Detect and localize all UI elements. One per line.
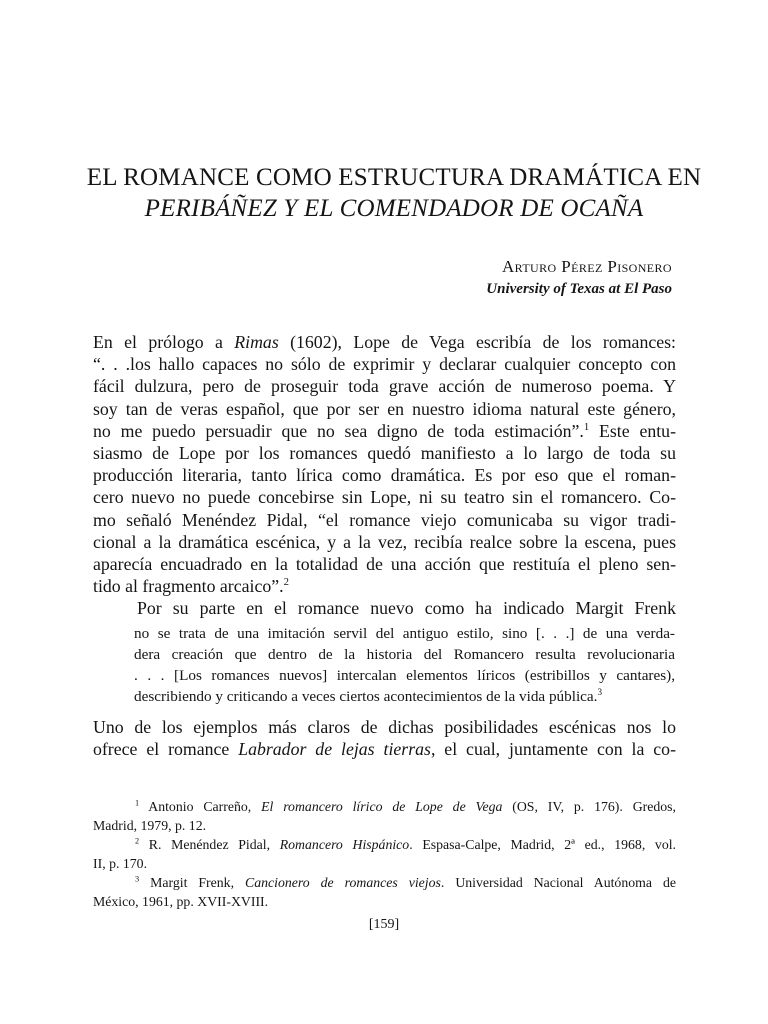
title-line-2: PERIBÁÑEZ Y EL COMENDADOR DE OCAÑA: [144, 195, 644, 222]
text-span: (OS, IV, p. 176). Gredos,: [502, 799, 676, 814]
footnote-line: [93, 835, 676, 854]
text-line: “. . .los hallo capaces no sólo de exprimir y declarar cualquier concepto con: [93, 354, 676, 375]
quote-line: [134, 686, 675, 707]
author-name: Arturo Pérez Pisonero: [501, 257, 672, 276]
text-line: Uno de los ejemplos más claros de dichas posibilidades escénicas nos lo: [93, 717, 676, 737]
body-text: [93, 331, 676, 620]
cited-work-title: Romancero Hispánico: [279, 837, 410, 852]
cited-work-title: El romancero lírico de Lope de Vega: [261, 799, 503, 814]
article-title: [60, 162, 728, 224]
text-line: [93, 420, 676, 442]
text-line: aparecía encuadrado en la totalidad de una acción que restituía el pleno sen-: [93, 554, 676, 575]
text-line: producción literaria, tanto lírica como dramática. Es por eso que el roman-: [93, 465, 676, 486]
text-line: mo señaló Menéndez Pidal, “el romance viejo comunicaba su vigor tradi-: [93, 509, 676, 530]
body-text-continued: [93, 716, 676, 760]
footnote-line: II, p. 170.: [93, 856, 148, 871]
work-title-labrador: Labrador de lejas tierras: [238, 739, 431, 760]
footnote-number: 1: [135, 798, 140, 808]
footnote-2: [93, 835, 676, 873]
text-line: Por su parte en el romance nuevo como ha indicado Margit Frenk: [137, 598, 676, 619]
text-span: . Universidad Nacional Autónoma de: [440, 875, 676, 890]
footnote-line: [93, 797, 676, 816]
text-line: siasmo de Lope por los romances quedó manifiesto a lo largo de toda su: [93, 443, 676, 464]
text-span: , el cual, juntamente con la co-: [430, 739, 676, 760]
footnote-line: México, 1961, pp. XVII-XVIII.: [93, 894, 269, 909]
text-line: [93, 738, 676, 760]
quote-line: no se trata de una imitación servil del antiguo estilo, sino [. . .] de una verda-: [134, 625, 675, 642]
text-span: no me puedo persuadir que no sea digno de toda estimación”.: [93, 420, 584, 441]
footnotes: [93, 797, 676, 911]
block-quote: [134, 623, 675, 707]
text-line: [93, 331, 676, 353]
text-line: fácil dulzura, pero de proseguir toda grave acción de numeroso poema. Y: [93, 376, 676, 397]
text-span: Antonio Carreño,: [139, 799, 262, 814]
text-span: R. Menéndez Pidal,: [139, 837, 280, 852]
footnote-1: [93, 797, 676, 835]
text-line: soy tan de veras español, que por ser en nuestro idioma natural este género,: [93, 398, 676, 419]
footnote-ref-1: 1: [583, 420, 590, 433]
work-title-rimas: Rimas: [234, 332, 279, 352]
author-block: [272, 255, 672, 301]
text-span: Este entu-: [589, 420, 676, 441]
cited-work-title: Cancionero de romances viejos: [245, 875, 441, 890]
footnote-number: 3: [135, 874, 140, 884]
text-line: cero nuevo no puede concebirse sin Lope, ni su teatro sin el romancero. Co-: [93, 487, 676, 508]
page-number: [159]: [368, 917, 400, 932]
text-line: cional a la dramática escénica, y a la vez, recibía realce sobre la escena, pues: [93, 531, 676, 552]
text-line: [93, 575, 676, 597]
text-span: ofrece el romance: [93, 739, 239, 760]
text-span: En el prólogo a: [93, 332, 235, 352]
footnote-number: 2: [135, 836, 140, 846]
quote-line: dera creación que dentro de la historia del Romancero resulta revolucionaria: [134, 646, 675, 663]
quote-line: . . . [Los romances nuevos] intercalan elementos líricos (estribillos y cantares),: [134, 667, 675, 684]
text-span: tido al fragmento arcaico”.: [93, 576, 284, 597]
footnote-line: Madrid, 1979, p. 12.: [93, 818, 207, 833]
text-span: Margit Frenk,: [139, 875, 245, 890]
footnote-line: [93, 873, 676, 892]
footnote-ref-3: 3: [597, 686, 603, 697]
footnote-ref-2: 2: [283, 576, 289, 589]
footnote-3: [93, 873, 676, 911]
author-affiliation: University of Texas at El Paso: [486, 281, 672, 297]
text-span: describiendo y criticando a veces ciertos acontecimientos de la vida pública.: [134, 688, 598, 705]
text-span: . Espasa-Calpe, Madrid, 2ª ed., 1968, vol.: [409, 837, 677, 852]
text-span: (1602), Lope de Vega escribía de los romances:: [278, 332, 676, 352]
title-line-1: EL ROMANCE COMO ESTRUCTURA DRAMÁTICA EN: [86, 164, 702, 191]
